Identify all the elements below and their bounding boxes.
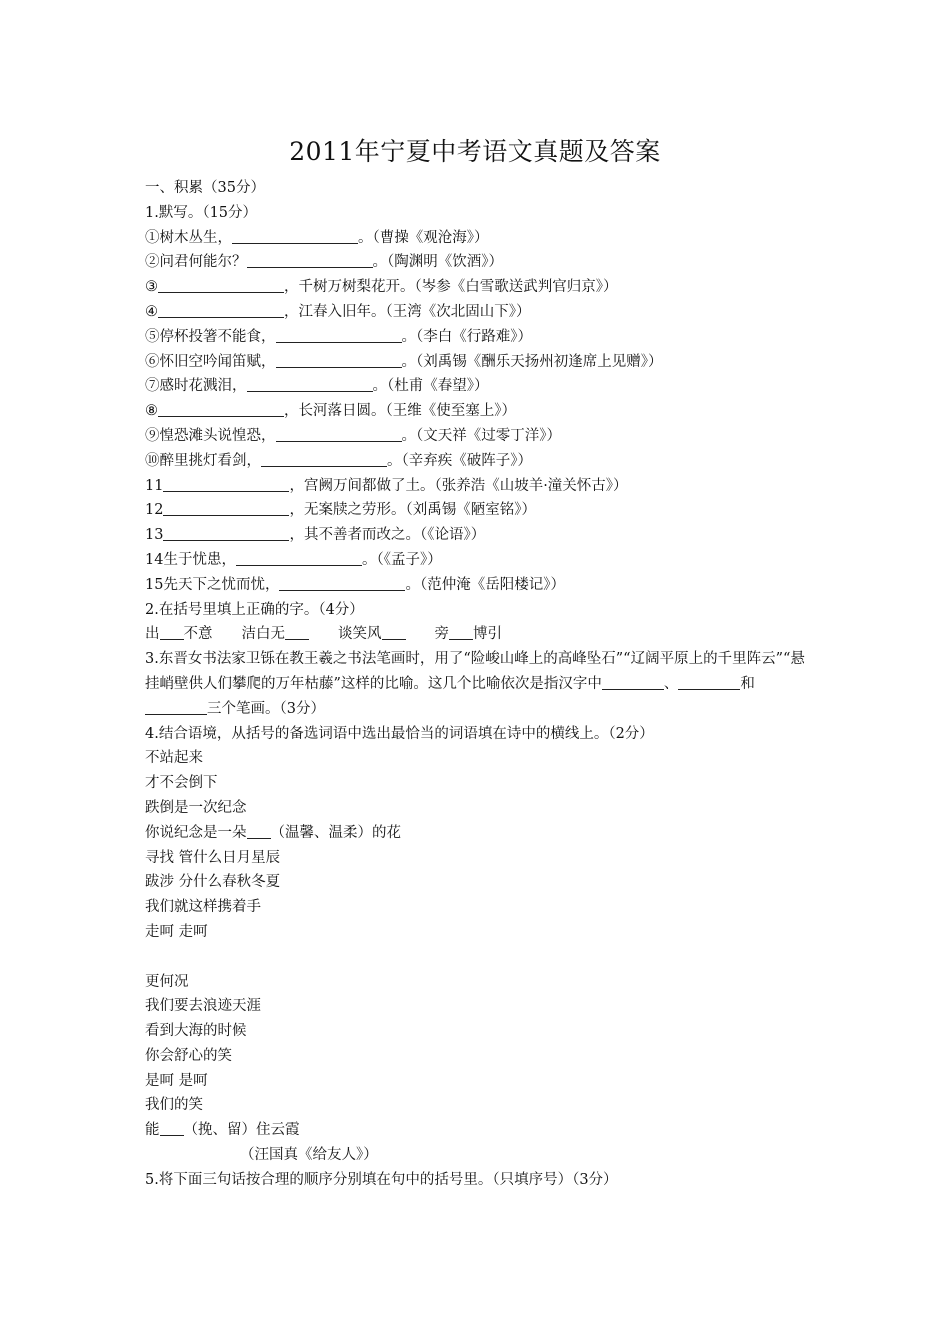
document-line — [145, 176, 815, 201]
document-line — [145, 325, 815, 350]
answer-blank[interactable] — [261, 450, 387, 467]
line-text: （挽、留）住云霞 — [183, 1122, 300, 1139]
document-line — [145, 350, 815, 375]
answer-blank[interactable] — [276, 351, 402, 368]
answer-blank[interactable] — [163, 499, 289, 516]
line-text: 1.默写。（15分） — [145, 204, 258, 221]
answer-blank[interactable] — [236, 549, 362, 566]
line-text: ③ — [145, 279, 158, 296]
line-text: ⑥怀旧空吟闻笛赋， — [145, 353, 276, 370]
line-text: 一、积累（35分） — [145, 180, 265, 196]
answer-blank[interactable] — [276, 425, 402, 442]
document-line — [145, 1019, 815, 1044]
line-text: ⑨惶恐滩头说惶恐， — [145, 427, 276, 444]
document-line — [145, 1069, 815, 1094]
document-line — [145, 250, 815, 275]
line-text: ，无案牍之劳形。（刘禹锡《陋室铭》） — [289, 502, 536, 519]
document-line — [145, 722, 815, 747]
document-line — [145, 746, 815, 771]
document-line — [145, 821, 815, 846]
document-line — [145, 424, 815, 449]
answer-blank[interactable] — [602, 673, 664, 690]
line-text: 14生于忧患， — [145, 551, 236, 568]
line-text: 是呵 是呵 — [145, 1072, 208, 1089]
line-text: 我们就这样携着手 — [145, 899, 261, 916]
line-text: 你会舒心的笑 — [145, 1047, 232, 1064]
line-text: 。（《孟子》） — [361, 551, 442, 568]
document-line — [145, 498, 815, 523]
document-line — [145, 523, 815, 548]
document-line — [145, 275, 815, 300]
document-line — [145, 399, 815, 424]
document-title: 2011年宁夏中考语文真题及答案 — [289, 137, 661, 166]
line-text: 三个笔画。（3分） — [207, 700, 325, 717]
document-line — [145, 449, 815, 474]
document-line — [145, 920, 815, 945]
line-text: 。（辛弃疾《破阵子》） — [387, 452, 532, 469]
document-line — [145, 622, 815, 647]
document-line — [145, 846, 815, 871]
line-text: 才不会倒下 — [145, 775, 218, 792]
document-line — [145, 201, 815, 226]
line-text: 看到大海的时候 — [145, 1023, 247, 1040]
answer-blank[interactable] — [678, 673, 740, 690]
answer-blank[interactable] — [247, 822, 271, 839]
document-line — [145, 1093, 815, 1118]
line-text: ①树木丛生， — [145, 229, 232, 246]
line-text: ，千树万树梨花开。（岑参《白雪歌送武判官归京》） — [284, 279, 618, 296]
line-text: 、 — [663, 675, 679, 692]
document-body — [145, 176, 815, 1193]
line-text: 2.在括号里填上正确的字。（4分） — [145, 601, 364, 618]
document-line — [145, 1118, 815, 1143]
line-text: 博引 — [473, 626, 502, 643]
line-text: 。（李白《行路难》） — [401, 328, 532, 345]
answer-blank[interactable] — [449, 623, 473, 640]
line-text: 13 — [145, 527, 164, 544]
line-text: 能 — [145, 1122, 160, 1139]
line-text: ⑦感时花溅泪， — [145, 378, 247, 395]
line-text: （温馨、温柔）的花 — [270, 824, 401, 841]
line-text: 和 — [740, 675, 755, 692]
line-text: 你说纪念是一朵 — [145, 824, 247, 841]
line-text: 5.将下面三句话按合理的顺序分别填在句中的括号里。（只填序号）（3分） — [145, 1171, 618, 1188]
document-line — [145, 598, 815, 623]
answer-blank[interactable] — [158, 276, 284, 293]
document-line — [145, 548, 815, 573]
line-text: 走呵 走呵 — [145, 923, 208, 940]
line-text: 跌倒是一次纪念 — [145, 799, 247, 816]
document-line — [145, 796, 815, 821]
document-line — [145, 771, 815, 796]
document-line — [145, 647, 815, 721]
line-text: ④ — [145, 303, 158, 320]
line-text: ，其不善者而改之。（《论语》） — [289, 527, 486, 544]
line-text: ⑩醉里挑灯看剑， — [145, 452, 261, 469]
line-text: 11 — [145, 477, 164, 494]
line-text: 。（刘禹锡《酬乐天扬州初逢席上见赠》） — [401, 353, 663, 370]
line-text: ，江春入旧年。（王湾《次北固山下》） — [284, 303, 531, 320]
answer-blank[interactable] — [160, 623, 184, 640]
answer-blank[interactable] — [247, 375, 373, 392]
line-text: 寻找 管什么日月星辰 — [145, 849, 281, 866]
answer-blank[interactable] — [158, 400, 284, 417]
line-text: 我们的笑 — [145, 1097, 203, 1114]
document-line — [145, 895, 815, 920]
line-text: 我们要去浪迹天涯 — [145, 998, 261, 1015]
line-text: ⑤停杯投箸不能食， — [145, 328, 276, 345]
line-text: 。（范仲淹《岳阳楼记》） — [405, 576, 565, 593]
line-text: 。（曹操《观沧海》） — [358, 229, 489, 246]
document-line — [145, 870, 815, 895]
document-line — [145, 1044, 815, 1069]
answer-blank[interactable] — [160, 1119, 184, 1136]
line-text: 3.东晋女书法家卫铄在教王羲之书法笔画时，用了“险峻山峰上的高峰坠石”“辽阔平原上的千里阵云”“悬挂峭壁供人们攀爬的万年枯藤”这样的比喻。这几个比喻依次是指汉字中 — [145, 651, 805, 692]
line-text: 12 — [145, 502, 164, 519]
line-text: 。（陶渊明《饮酒》） — [372, 254, 503, 271]
answer-blank[interactable] — [285, 623, 309, 640]
line-text: ②问君何能尔？ — [145, 254, 247, 271]
document-line — [145, 994, 815, 1019]
line-text: （汪国真《给友人》） — [240, 1147, 378, 1164]
line-text: 出 — [145, 626, 160, 643]
answer-blank[interactable] — [158, 301, 284, 318]
document-line — [145, 374, 815, 399]
answer-blank[interactable] — [163, 475, 289, 492]
document-line — [145, 474, 815, 499]
line-text: 旁 — [405, 626, 449, 643]
line-text: 不意 洁白无 — [183, 626, 285, 643]
document-line — [145, 573, 815, 598]
line-text: 15先天下之忧而忧， — [145, 576, 280, 593]
document-line — [145, 945, 815, 970]
answer-blank[interactable] — [145, 698, 207, 715]
document-line — [145, 226, 815, 251]
line-text: ，宫阙万间都做了土。（张养浩《山坡羊·潼关怀古》） — [289, 477, 628, 494]
document-line — [145, 970, 815, 995]
line-text: 谈笑风 — [309, 626, 382, 643]
document-line — [145, 1143, 815, 1168]
line-text: ⑧ — [145, 403, 158, 420]
line-text: 。（杜甫《春望》） — [372, 378, 489, 395]
document-line — [145, 1168, 815, 1193]
line-text: 不站起来 — [145, 750, 203, 767]
line-text: ，长河落日圆。（王维《使至塞上》） — [284, 403, 516, 420]
answer-blank[interactable] — [276, 326, 402, 343]
line-text: 跋涉 分什么春秋冬夏 — [145, 874, 281, 891]
line-text: 4.结合语境，从括号的备选词语中选出最恰当的词语填在诗中的横线上。（2分） — [145, 725, 654, 742]
answer-blank[interactable] — [163, 524, 289, 541]
document-line — [145, 300, 815, 325]
line-text: 更何况 — [145, 973, 189, 990]
answer-blank[interactable] — [382, 623, 406, 640]
answer-blank[interactable] — [279, 574, 405, 591]
answer-blank[interactable] — [247, 251, 373, 268]
line-text: 。（文天祥《过零丁洋》） — [401, 427, 561, 444]
answer-blank[interactable] — [232, 227, 358, 244]
